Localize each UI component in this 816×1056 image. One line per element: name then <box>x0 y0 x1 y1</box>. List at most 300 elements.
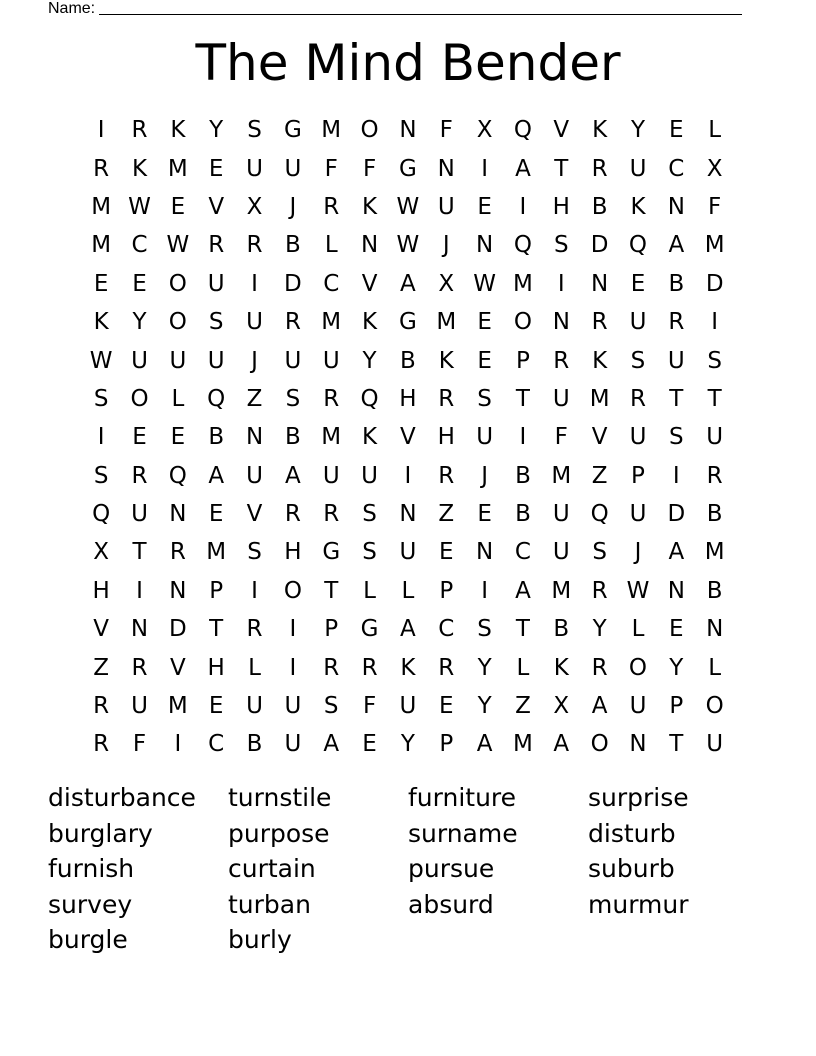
grid-letter[interactable]: U <box>361 462 378 489</box>
grid-letter[interactable]: U <box>437 193 455 220</box>
grid-letter[interactable]: C <box>208 731 225 758</box>
grid-letter[interactable]: T <box>515 616 530 643</box>
grid-letter[interactable]: M <box>551 462 572 489</box>
grid-letter[interactable]: U <box>629 309 647 336</box>
grid-letter[interactable]: A <box>323 731 340 758</box>
grid-letter[interactable]: Q <box>590 501 609 528</box>
grid-letter[interactable]: U <box>552 501 570 528</box>
grid-letter[interactable]: M <box>321 117 342 144</box>
grid-letter[interactable]: U <box>246 462 263 489</box>
grid-letter[interactable]: M <box>321 424 342 451</box>
grid-letter[interactable]: Q <box>168 462 187 489</box>
grid-letter[interactable]: B <box>668 270 685 297</box>
grid-letter[interactable]: N <box>399 501 417 528</box>
grid-letter[interactable]: D <box>590 232 609 259</box>
grid-letter[interactable]: K <box>93 309 109 336</box>
grid-letter[interactable]: B <box>285 232 301 259</box>
grid-letter[interactable]: M <box>513 731 533 758</box>
grid-letter[interactable]: Q <box>92 501 111 528</box>
grid-letter[interactable]: I <box>519 193 527 220</box>
grid-letter[interactable]: B <box>706 577 723 604</box>
grid-letter[interactable]: A <box>208 462 225 489</box>
grid-letter[interactable]: H <box>284 539 302 566</box>
grid-letter[interactable]: M <box>167 693 188 720</box>
grid-row <box>82 149 734 187</box>
grid-letter[interactable]: U <box>552 539 570 566</box>
grid-letter[interactable]: S <box>362 501 377 528</box>
word-list-item: burgle <box>48 925 128 954</box>
grid-letter[interactable]: L <box>516 654 530 681</box>
grid-letter[interactable]: K <box>131 155 148 182</box>
grid-letter[interactable]: N <box>360 232 379 259</box>
grid-letter[interactable]: E <box>170 193 186 220</box>
grid-letter[interactable]: I <box>519 424 527 451</box>
grid-letter[interactable]: S <box>669 424 684 451</box>
grid-letter[interactable]: P <box>209 577 224 604</box>
grid-letter[interactable]: Z <box>93 654 110 681</box>
grid-letter[interactable]: R <box>361 654 378 681</box>
grid-letter[interactable]: U <box>131 347 148 374</box>
grid-letter[interactable]: V <box>591 424 608 451</box>
grid-letter[interactable]: J <box>251 347 258 374</box>
letter-grid <box>82 111 734 764</box>
grid-letter[interactable]: M <box>206 539 227 566</box>
grid-letter[interactable]: N <box>667 193 685 220</box>
grid-letter[interactable]: S <box>592 539 607 566</box>
grid-letter[interactable]: E <box>630 270 646 297</box>
grid-letter[interactable]: X <box>553 693 570 720</box>
grid-letter[interactable]: P <box>631 462 645 489</box>
grid-letter[interactable]: V <box>169 654 186 681</box>
grid-letter[interactable]: Y <box>592 616 607 643</box>
grid-letter[interactable]: L <box>171 385 185 412</box>
grid-letter[interactable]: R <box>591 577 608 604</box>
grid-letter[interactable]: Z <box>246 385 263 412</box>
grid-letter[interactable]: N <box>591 270 609 297</box>
grid-letter[interactable]: K <box>362 193 378 220</box>
grid-letter[interactable]: U <box>629 501 647 528</box>
grid-letter[interactable]: R <box>169 539 186 566</box>
grid-letter[interactable]: S <box>630 347 646 374</box>
grid-row <box>82 495 734 533</box>
grid-letter[interactable]: R <box>668 309 685 336</box>
grid-letter[interactable]: R <box>323 654 340 681</box>
grid-letter[interactable]: F <box>324 155 338 182</box>
grid-letter[interactable]: B <box>400 347 416 374</box>
grid-letter[interactable]: F <box>362 155 377 182</box>
grid-letter[interactable]: R <box>93 731 110 758</box>
grid-letter[interactable]: I <box>174 731 182 758</box>
grid-letter[interactable]: Z <box>591 462 608 489</box>
grid-letter[interactable]: R <box>93 155 110 182</box>
grid-letter[interactable]: U <box>246 693 263 720</box>
grid-letter[interactable]: R <box>323 193 340 220</box>
grid-letter[interactable]: O <box>168 309 187 336</box>
grid-letter[interactable]: J <box>634 539 642 566</box>
grid-letter[interactable]: P <box>439 577 454 604</box>
grid-letter[interactable]: I <box>672 462 680 489</box>
grid-letter[interactable]: X <box>93 539 110 566</box>
grid-letter[interactable]: B <box>515 462 531 489</box>
grid-letter[interactable]: C <box>131 232 148 259</box>
grid-letter[interactable]: K <box>438 347 454 374</box>
grid-letter[interactable]: Y <box>209 117 224 144</box>
grid-letter[interactable]: Q <box>360 385 379 412</box>
grid-letter[interactable]: F <box>132 731 147 758</box>
grid-letter[interactable]: D <box>169 616 187 643</box>
grid-letter[interactable]: E <box>477 309 492 336</box>
grid-letter[interactable]: R <box>629 385 646 412</box>
grid-letter[interactable]: E <box>208 501 224 528</box>
grid-letter[interactable]: B <box>591 193 608 220</box>
grid-letter[interactable]: P <box>669 693 684 720</box>
grid-letter[interactable]: E <box>477 347 492 374</box>
grid-letter[interactable]: K <box>170 117 186 144</box>
grid-letter[interactable]: I <box>97 424 105 451</box>
grid-row <box>82 380 734 418</box>
grid-letter[interactable]: N <box>437 155 455 182</box>
grid-letter[interactable]: R <box>246 616 263 643</box>
grid-letter[interactable]: E <box>477 193 492 220</box>
grid-letter[interactable]: I <box>557 270 565 297</box>
grid-letter[interactable]: A <box>285 462 301 489</box>
grid-letter[interactable]: D <box>667 501 686 528</box>
grid-letter[interactable]: E <box>93 270 109 297</box>
grid-letter[interactable]: R <box>131 462 148 489</box>
grid-letter[interactable]: O <box>705 693 724 720</box>
grid-letter[interactable]: U <box>246 155 263 182</box>
grid-letter[interactable]: K <box>400 654 416 681</box>
grid-letter[interactable]: U <box>629 155 647 182</box>
grid-letter[interactable]: I <box>97 117 105 144</box>
grid-letter[interactable]: O <box>283 577 302 604</box>
grid-letter[interactable]: U <box>476 424 494 451</box>
grid-letter[interactable]: U <box>131 501 148 528</box>
grid-letter[interactable]: S <box>93 462 109 489</box>
grid-letter[interactable]: E <box>208 155 224 182</box>
grid-letter[interactable]: S <box>285 385 301 412</box>
grid-letter[interactable]: A <box>668 539 685 566</box>
grid-letter[interactable]: S <box>477 385 492 412</box>
grid-letter[interactable]: R <box>706 462 723 489</box>
grid-letter[interactable]: S <box>707 347 722 374</box>
grid-letter[interactable]: S <box>208 309 224 336</box>
grid-row <box>82 687 734 725</box>
grid-letter[interactable]: G <box>399 309 417 336</box>
grid-letter[interactable]: A <box>668 232 685 259</box>
grid-letter[interactable]: L <box>363 577 376 604</box>
grid-letter[interactable]: B <box>553 616 570 643</box>
grid-letter[interactable]: U <box>629 693 647 720</box>
word-list-item: murmur <box>588 889 689 919</box>
grid-letter[interactable]: S <box>477 616 492 643</box>
grid-letter[interactable]: M <box>513 270 533 297</box>
grid-letter[interactable]: U <box>399 539 417 566</box>
grid-letter[interactable]: U <box>284 731 302 758</box>
grid-letter[interactable]: W <box>396 193 420 220</box>
grid-letter[interactable]: K <box>592 347 608 374</box>
grid-letter[interactable]: B <box>208 424 225 451</box>
grid-letter[interactable]: M <box>436 309 457 336</box>
grid-letter[interactable]: R <box>131 117 148 144</box>
grid-letter[interactable]: I <box>289 654 297 681</box>
grid-letter[interactable]: N <box>667 577 685 604</box>
grid-letter[interactable]: W <box>166 232 190 259</box>
grid-letter[interactable]: T <box>669 385 684 412</box>
grid-letter[interactable]: N <box>399 117 417 144</box>
grid-letter[interactable]: U <box>399 693 417 720</box>
grid-letter[interactable]: I <box>251 270 258 297</box>
grid-letter[interactable]: A <box>400 270 416 297</box>
grid-letter[interactable]: N <box>169 577 187 604</box>
grid-letter[interactable]: N <box>476 232 494 259</box>
grid-letter[interactable]: T <box>324 577 339 604</box>
grid-letter[interactable]: L <box>248 654 261 681</box>
grid-letter[interactable]: R <box>323 501 340 528</box>
grid-letter[interactable]: Q <box>207 385 226 412</box>
grid-letter[interactable]: V <box>400 424 416 451</box>
grid-letter[interactable]: U <box>322 462 340 489</box>
grid-letter[interactable]: U <box>284 347 302 374</box>
grid-letter[interactable]: T <box>515 385 530 412</box>
grid-letter[interactable]: E <box>438 693 454 720</box>
grid-letter[interactable]: N <box>169 501 187 528</box>
grid-letter[interactable]: E <box>132 270 147 297</box>
grid-letter[interactable]: E <box>208 693 224 720</box>
grid-letter[interactable]: I <box>711 309 719 336</box>
grid-letter[interactable]: U <box>246 309 263 336</box>
grid-letter[interactable]: T <box>707 385 722 412</box>
grid-letter[interactable]: M <box>551 577 572 604</box>
grid-letter[interactable]: M <box>321 309 342 336</box>
grid-letter[interactable]: T <box>669 731 684 758</box>
grid-letter[interactable]: Y <box>400 731 415 758</box>
grid-letter[interactable]: K <box>362 309 378 336</box>
grid-letter[interactable]: M <box>167 155 188 182</box>
grid-letter[interactable]: X <box>246 193 263 220</box>
grid-letter[interactable]: X <box>476 117 493 144</box>
grid-letter[interactable]: Q <box>628 232 648 259</box>
grid-letter[interactable]: O <box>628 654 648 681</box>
grid-letter[interactable]: R <box>93 693 110 720</box>
grid-letter[interactable]: U <box>667 347 685 374</box>
grid-letter[interactable]: U <box>131 693 148 720</box>
grid-letter[interactable]: V <box>208 193 225 220</box>
grid-letter[interactable]: C <box>438 616 455 643</box>
grid-letter[interactable]: A <box>591 693 608 720</box>
grid-letter[interactable]: U <box>207 270 225 297</box>
grid-letter[interactable]: F <box>439 117 453 144</box>
grid-letter[interactable]: K <box>362 424 378 451</box>
grid-letter[interactable]: Y <box>132 309 147 336</box>
grid-letter[interactable]: U <box>706 424 724 451</box>
grid-letter[interactable]: R <box>438 654 455 681</box>
grid-letter[interactable]: Y <box>362 347 377 374</box>
grid-letter[interactable]: M <box>91 193 112 220</box>
grid-letter[interactable]: V <box>553 117 570 144</box>
word-list-item: disturb <box>588 818 676 848</box>
grid-letter[interactable]: W <box>128 193 151 220</box>
grid-letter[interactable]: R <box>323 385 340 412</box>
grid-letter[interactable]: Y <box>630 117 646 144</box>
grid-letter[interactable]: O <box>513 309 532 336</box>
grid-letter[interactable]: N <box>552 309 570 336</box>
grid-letter[interactable]: C <box>323 270 340 297</box>
grid-letter[interactable]: A <box>400 616 416 643</box>
grid-letter[interactable]: D <box>284 270 302 297</box>
grid-letter[interactable]: Z <box>438 501 455 528</box>
grid-letter[interactable]: S <box>323 693 339 720</box>
grid-letter[interactable]: J <box>481 462 488 489</box>
grid-letter[interactable]: Y <box>669 654 684 681</box>
grid-letter[interactable]: Y <box>477 693 492 720</box>
grid-letter[interactable]: I <box>136 577 143 604</box>
grid-letter[interactable]: F <box>708 193 722 220</box>
grid-letter[interactable]: R <box>284 501 301 528</box>
grid-letter[interactable]: R <box>553 347 570 374</box>
grid-letter[interactable]: O <box>590 731 609 758</box>
grid-letter[interactable]: L <box>631 616 645 643</box>
grid-letter[interactable]: E <box>362 731 377 758</box>
grid-letter[interactable]: W <box>396 232 420 259</box>
grid-letter[interactable]: E <box>438 539 454 566</box>
grid-letter[interactable]: I <box>481 577 488 604</box>
grid-letter[interactable]: G <box>283 117 302 144</box>
grid-letter[interactable]: J <box>442 232 450 259</box>
grid-letter[interactable]: R <box>438 385 455 412</box>
grid-letter[interactable]: S <box>247 539 262 566</box>
grid-letter[interactable]: X <box>438 270 455 297</box>
grid-letter[interactable]: W <box>89 347 113 374</box>
grid-letter[interactable]: X <box>706 155 723 182</box>
grid-letter[interactable]: S <box>362 539 377 566</box>
grid-letter[interactable]: C <box>514 539 531 566</box>
grid-letter[interactable]: T <box>132 539 147 566</box>
grid-letter[interactable]: N <box>245 424 264 451</box>
grid-letter[interactable]: D <box>705 270 724 297</box>
grid-letter[interactable]: E <box>170 424 186 451</box>
grid-letter[interactable]: E <box>669 117 684 144</box>
grid-letter[interactable]: I <box>481 155 488 182</box>
grid-letter[interactable]: R <box>438 462 455 489</box>
grid-letter[interactable]: G <box>399 155 417 182</box>
grid-letter[interactable]: A <box>476 731 493 758</box>
grid-letter[interactable]: G <box>360 616 379 643</box>
grid-letter[interactable]: C <box>668 155 685 182</box>
grid-letter[interactable]: A <box>515 155 531 182</box>
name-blank[interactable] <box>99 14 742 15</box>
grid-letter[interactable]: Y <box>477 654 492 681</box>
grid-letter[interactable]: I <box>289 616 297 643</box>
grid-letter[interactable]: B <box>246 731 263 758</box>
grid-row <box>82 533 734 571</box>
grid-letter[interactable]: R <box>246 232 263 259</box>
grid-letter[interactable]: W <box>626 577 650 604</box>
grid-letter[interactable]: B <box>706 501 723 528</box>
grid-letter[interactable]: M <box>704 232 725 259</box>
grid-letter[interactable]: Z <box>515 693 531 720</box>
grid-letter[interactable]: E <box>669 616 684 643</box>
grid-letter[interactable]: A <box>553 731 570 758</box>
grid-letter[interactable]: R <box>131 654 148 681</box>
grid-letter[interactable]: E <box>132 424 147 451</box>
grid-letter[interactable]: U <box>706 731 724 758</box>
grid-letter[interactable]: U <box>207 347 225 374</box>
grid-letter[interactable]: M <box>704 539 725 566</box>
grid-letter[interactable]: L <box>401 577 415 604</box>
grid-letter[interactable]: H <box>92 577 110 604</box>
grid-letter[interactable]: U <box>629 424 647 451</box>
grid-letter[interactable]: H <box>437 424 455 451</box>
grid-letter[interactable]: R <box>591 309 608 336</box>
grid-letter[interactable]: R <box>591 155 608 182</box>
grid-letter[interactable]: B <box>515 501 531 528</box>
grid-letter[interactable]: R <box>284 309 301 336</box>
grid-letter[interactable]: S <box>93 385 109 412</box>
grid-letter[interactable]: H <box>552 193 570 220</box>
grid-letter[interactable]: P <box>439 731 454 758</box>
grid-letter[interactable]: P <box>324 616 339 643</box>
grid-row <box>82 725 734 763</box>
grid-letter[interactable]: N <box>130 616 149 643</box>
grid-letter[interactable]: N <box>629 731 647 758</box>
grid-letter[interactable]: U <box>284 155 302 182</box>
grid-letter[interactable]: B <box>285 424 301 451</box>
grid-letter[interactable]: L <box>708 117 722 144</box>
grid-letter[interactable]: H <box>207 654 225 681</box>
grid-letter[interactable]: S <box>553 232 569 259</box>
grid-letter[interactable]: F <box>554 424 568 451</box>
grid-letter[interactable]: I <box>251 577 258 604</box>
grid-letter[interactable]: L <box>324 232 338 259</box>
grid-letter[interactable]: K <box>592 117 608 144</box>
grid-letter[interactable]: G <box>322 539 341 566</box>
grid-letter[interactable]: V <box>93 616 110 643</box>
grid-letter[interactable]: R <box>591 654 608 681</box>
grid-letter[interactable]: S <box>247 117 262 144</box>
grid-letter[interactable]: F <box>362 693 377 720</box>
grid-letter[interactable]: Q <box>513 117 532 144</box>
grid-letter[interactable]: E <box>477 501 492 528</box>
grid-letter[interactable]: L <box>708 654 722 681</box>
grid-letter[interactable]: N <box>706 616 724 643</box>
grid-letter[interactable]: O <box>130 385 149 412</box>
grid-letter[interactable]: O <box>360 117 379 144</box>
grid-letter[interactable]: V <box>246 501 263 528</box>
grid-letter[interactable]: R <box>208 232 225 259</box>
grid-letter[interactable]: T <box>554 155 569 182</box>
grid-letter[interactable]: K <box>630 193 646 220</box>
grid-letter[interactable]: H <box>399 385 417 412</box>
grid-letter[interactable]: K <box>553 654 569 681</box>
grid-letter[interactable]: W <box>473 270 496 297</box>
grid-letter[interactable]: T <box>209 616 224 643</box>
grid-letter[interactable]: M <box>589 385 610 412</box>
grid-letter[interactable]: M <box>91 232 112 259</box>
grid-letter[interactable]: O <box>168 270 187 297</box>
grid-letter[interactable]: Q <box>513 232 532 259</box>
grid-letter[interactable]: U <box>284 693 302 720</box>
grid-letter[interactable]: P <box>516 347 530 374</box>
grid-letter[interactable]: N <box>476 539 494 566</box>
grid-letter[interactable]: J <box>289 193 297 220</box>
grid-letter[interactable]: I <box>404 462 412 489</box>
grid-letter[interactable]: A <box>515 577 531 604</box>
grid-letter[interactable]: V <box>361 270 378 297</box>
grid-letter[interactable]: U <box>322 347 340 374</box>
grid-letter[interactable]: U <box>552 385 570 412</box>
grid-letter[interactable]: U <box>169 347 187 374</box>
